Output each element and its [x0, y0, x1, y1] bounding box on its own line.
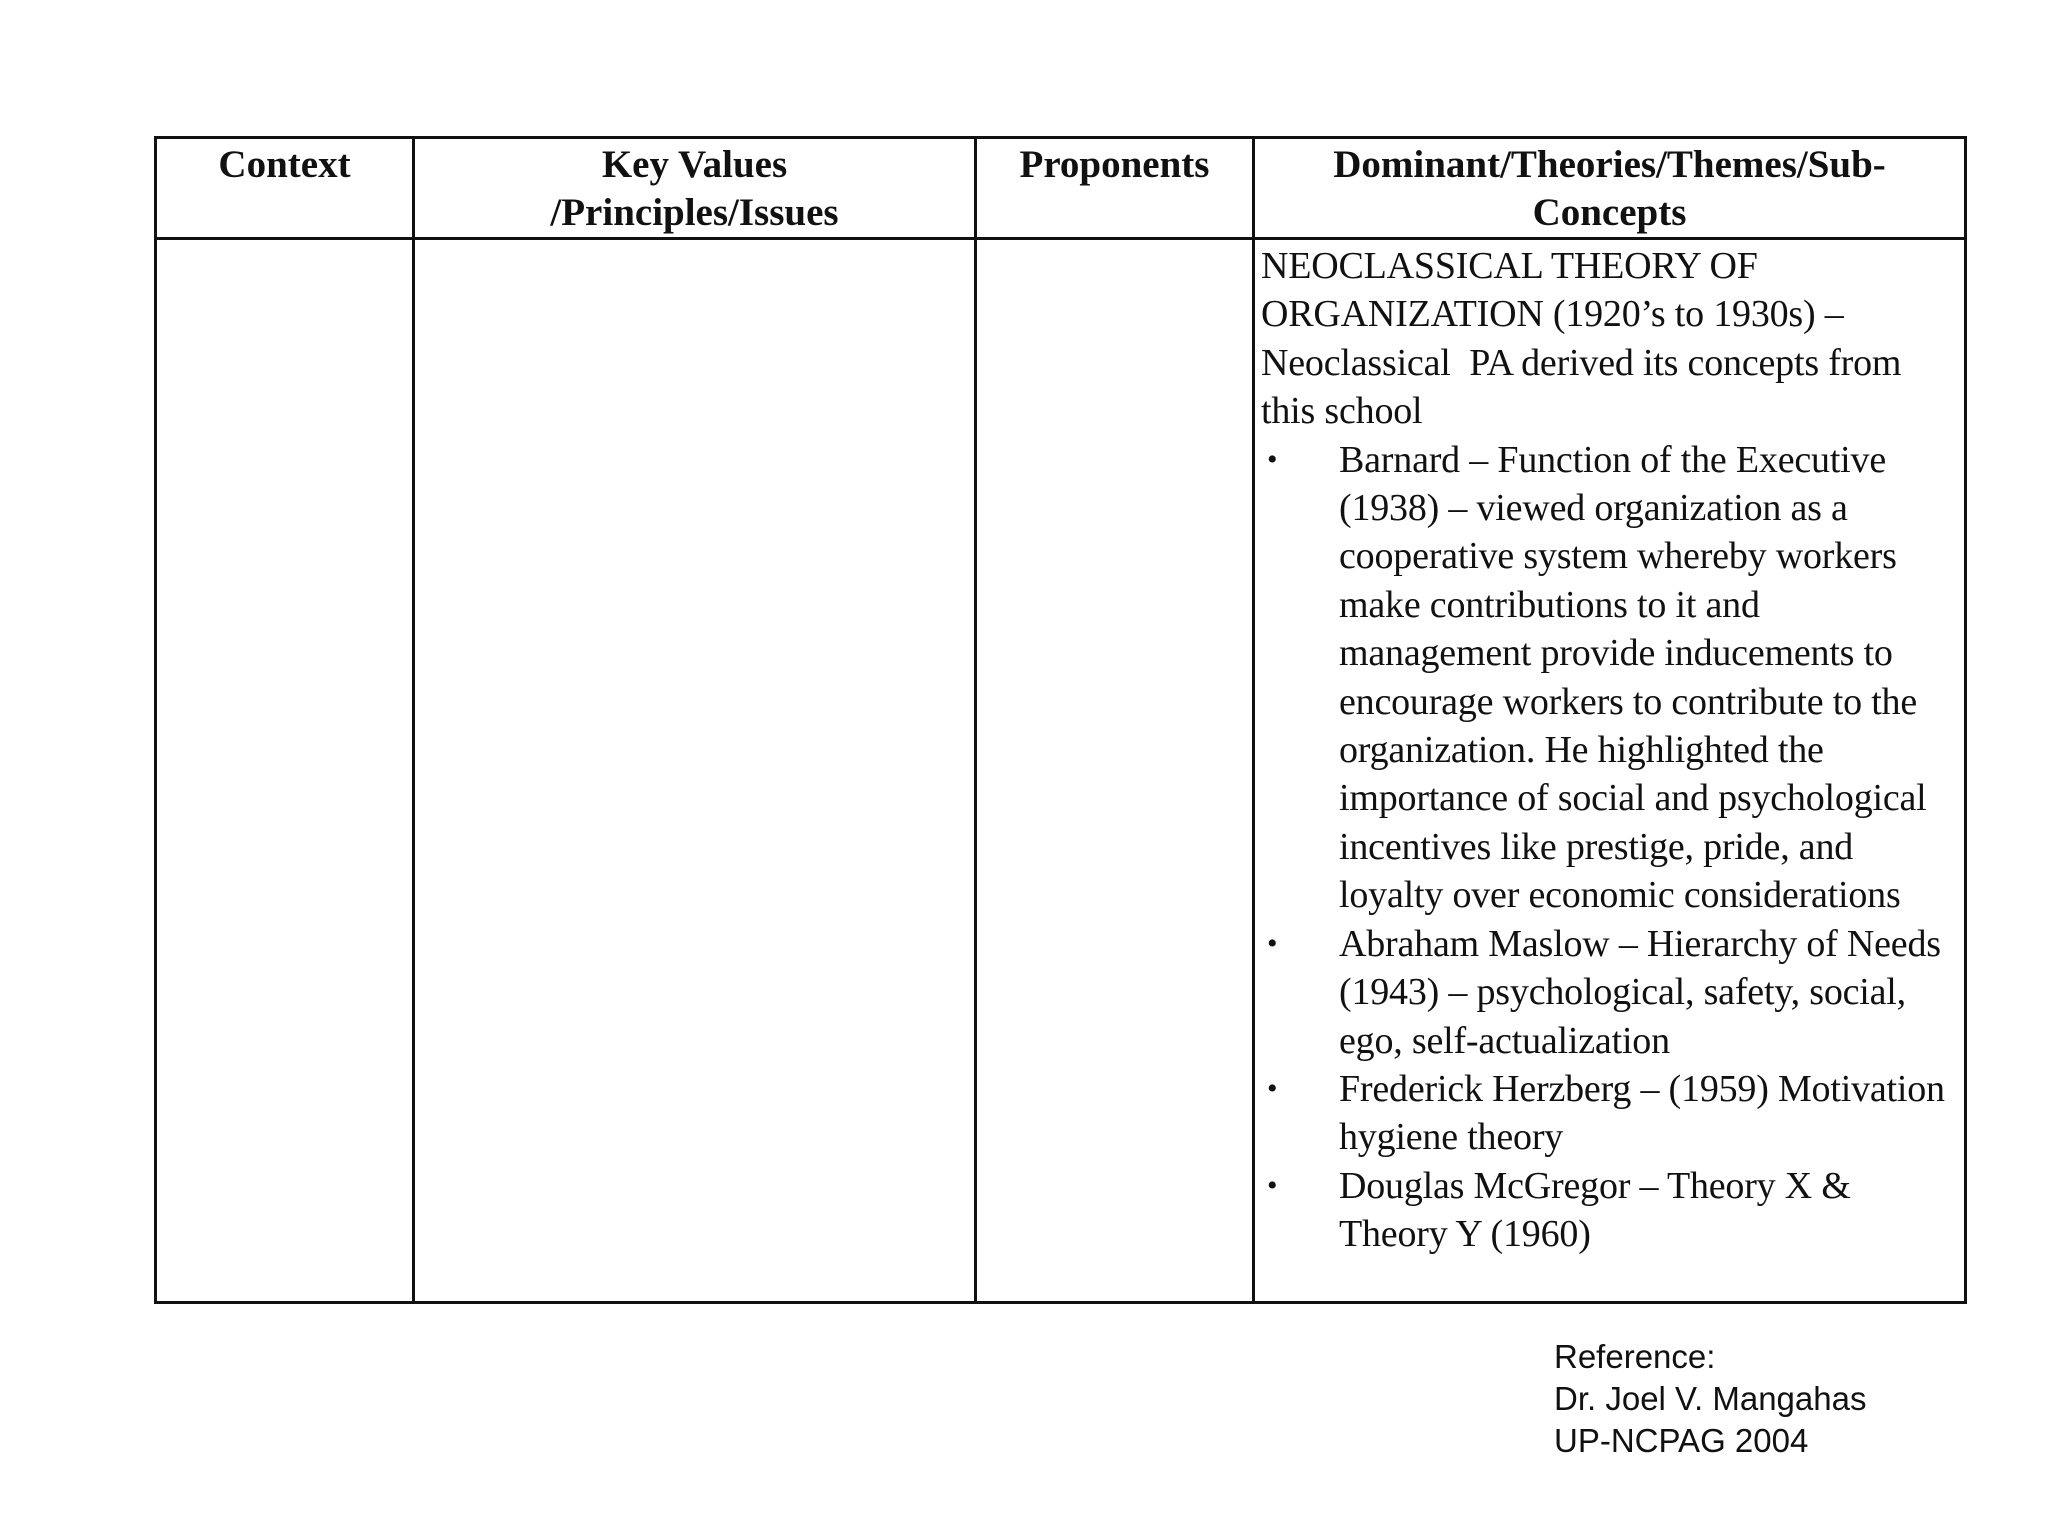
reference-label: Reference: — [1554, 1338, 1716, 1375]
list-item — [1261, 1065, 1958, 1162]
header-dominant-line2: Concepts — [1532, 191, 1687, 234]
list-item — [1261, 436, 1958, 920]
header-dominant-line1: Dominant/Theories/Themes/Sub- — [1333, 143, 1886, 186]
bullet-text-herzberg: Frederick Herzberg – (1959) Motivation hygiene theory — [1339, 1067, 1945, 1159]
bullet-text-barnard: Barnard – Function of the Executive (1938) – viewed organization as a cooperative system whereby workers make contributions to it and management provide inducements to encourage workers to contribute to the organization. He highlighted the importance of social and psychological incentives like prestige, pride, and loyalty over economic considerations — [1339, 438, 1927, 917]
cell-context — [156, 239, 414, 1303]
theorist-list — [1261, 436, 1958, 1259]
cell-proponents — [976, 239, 1254, 1303]
header-proponents-label: Proponents — [1019, 143, 1210, 186]
cell-dominant — [1254, 239, 1966, 1303]
bullet-icon: • — [1267, 442, 1278, 476]
bullet-text-mcgregor: Douglas McGregor – Theory X & Theory Y (1960) — [1339, 1164, 1851, 1256]
header-proponents — [976, 138, 1254, 239]
header-key-values-line1: Key Values — [601, 143, 788, 186]
bullet-icon: • — [1267, 926, 1278, 960]
list-item — [1261, 920, 1958, 1065]
cell-key-values — [414, 239, 976, 1303]
reference-source: UP-NCPAG 2004 — [1554, 1422, 1809, 1459]
header-dominant — [1254, 138, 1966, 239]
header-key-values-line2: /Principles/Issues — [550, 191, 839, 234]
reference-block — [1554, 1336, 1866, 1462]
bullet-icon: • — [1267, 1071, 1278, 1105]
reference-author: Dr. Joel V. Mangahas — [1554, 1380, 1867, 1417]
bullet-icon: • — [1267, 1168, 1278, 1202]
header-context-label: Context — [218, 143, 351, 186]
header-context — [156, 138, 414, 239]
list-item — [1261, 1162, 1958, 1259]
content-table — [154, 136, 1967, 1304]
neoclassical-intro: NEOCLASSICAL THEORY OF ORGANIZATION (1920’s to 1930s) – Neoclassical PA derived its concepts from this school — [1261, 245, 1911, 433]
table-row — [156, 239, 1966, 1303]
table-header-row — [156, 138, 1966, 239]
bullet-text-maslow: Abraham Maslow – Hierarchy of Needs (1943) – psychological, safety, social, ego, self-actualization — [1339, 922, 1941, 1062]
header-key-values — [414, 138, 976, 239]
